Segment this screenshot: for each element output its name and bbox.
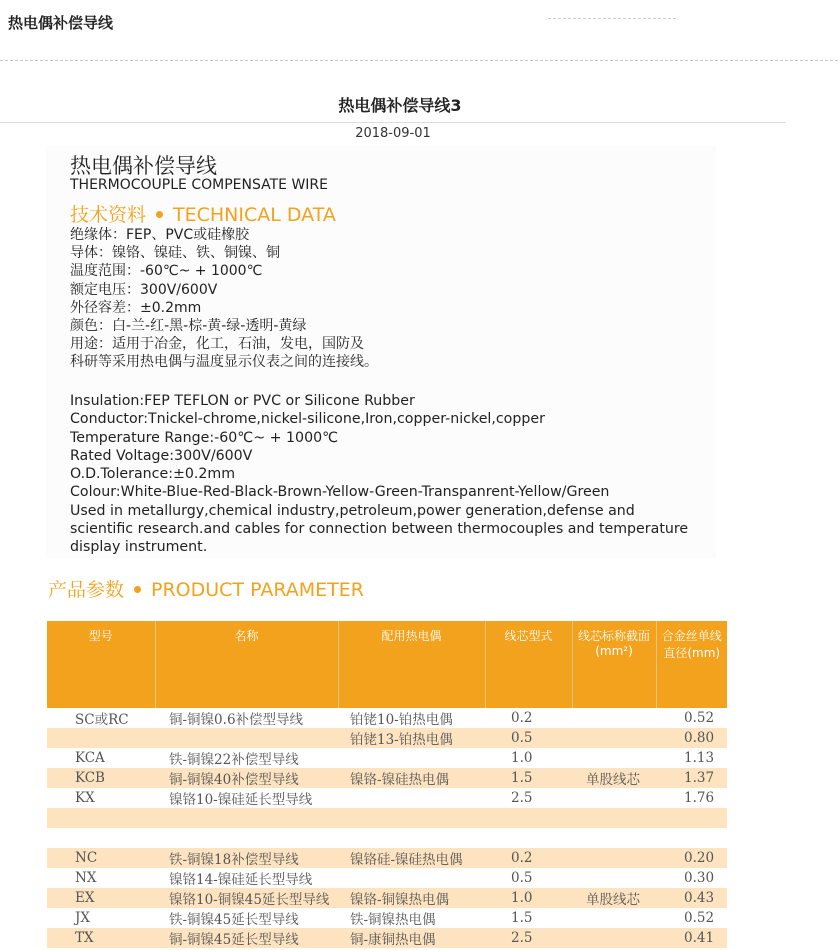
table-row (47, 808, 727, 828)
table-row (47, 728, 727, 748)
table-cell: 铜-铜镍40补偿型导线 (155, 768, 338, 788)
table-cell (572, 728, 656, 748)
table-cell: JX (47, 908, 155, 928)
spec-line-cn: 用途：适用于冶金，化工，石油，发电，国防及 (70, 336, 364, 353)
table-cell: 0.2 (485, 848, 572, 868)
spec-list-en (70, 392, 688, 557)
column-header-name: 名称 (155, 621, 338, 708)
spec-line-cn: 温度范围：-60℃~ + 1000℃ (70, 263, 263, 280)
table-cell (155, 828, 338, 848)
technical-data-heading-en: TECHNICAL DATA (173, 204, 336, 226)
table-cell: 铂铑10-铂热电偶 (338, 708, 485, 728)
table-cell: 镍铬10-镍硅延长型导线 (155, 788, 338, 808)
table-cell: 0.41 (656, 928, 727, 948)
table-cell (572, 708, 656, 728)
table-cell (572, 868, 656, 888)
table-cell: 1.0 (485, 888, 572, 908)
column-header-model: 型号 (47, 621, 155, 708)
table-cell (656, 828, 727, 848)
table-cell: KCB (47, 768, 155, 788)
site-title[interactable]: 热电偶补偿导线 (8, 14, 114, 32)
table-row (47, 868, 727, 888)
table-cell (47, 728, 155, 748)
table-cell: 铜-铜镍45延长型导线 (155, 928, 338, 948)
table-cell: NX (47, 868, 155, 888)
table-cell: SC或RC (47, 708, 155, 728)
technical-data-heading-cn: 技术资料 (70, 204, 147, 226)
dashed-divider (0, 60, 838, 61)
spec-line-en: Used in metallurgy,chemical industry,petroleum,power generation,defense and (70, 502, 635, 519)
table-row (47, 708, 727, 728)
table-row (47, 788, 727, 808)
table-row (47, 828, 727, 848)
table-cell: 镍铬-铜镍热电偶 (338, 888, 485, 908)
table-cell (572, 928, 656, 948)
table-cell (338, 748, 485, 768)
table-cell: 铂铑13-铂热电偶 (338, 728, 485, 748)
table-row (47, 888, 727, 908)
table-row (47, 848, 727, 868)
spec-line-en: scientific research.and cables for connection between thermocouples and temperature (70, 521, 689, 538)
table-cell: 铁-铜镍18补偿型导线 (155, 848, 338, 868)
table-cell: KX (47, 788, 155, 808)
table-cell (47, 828, 155, 848)
column-header-wire-diameter: 合金丝单线直径(mm) (656, 621, 727, 708)
spec-line-en: O.D.Tolerance:±0.2mm (70, 466, 236, 483)
table-cell: 0.5 (485, 728, 572, 748)
table-cell: 0.30 (656, 868, 727, 888)
table-cell: 2.5 (485, 788, 572, 808)
product-parameter-heading-cn: 产品参数 (48, 579, 125, 601)
table-cell: 0.52 (656, 708, 727, 728)
table-cell (656, 808, 727, 828)
table-cell: 0.52 (656, 908, 727, 928)
spec-list-cn (70, 226, 378, 372)
table-cell (572, 908, 656, 928)
table-cell: 单股线芯 (572, 768, 656, 788)
table-cell (338, 788, 485, 808)
technical-data-heading (70, 200, 336, 227)
table-cell (572, 848, 656, 868)
table-cell: 铁-铜镍22补偿型导线 (155, 748, 338, 768)
table-cell: 镍铬-镍硅热电偶 (338, 768, 485, 788)
table-cell: 1.5 (485, 908, 572, 928)
spec-line-cn: 额定电压：300V/600V (70, 281, 218, 298)
table-cell: 铁-铜镍热电偶 (338, 908, 485, 928)
product-heading-en: THERMOCOUPLE COMPENSATE WIRE (70, 177, 328, 193)
table-cell: 0.80 (656, 728, 727, 748)
spec-line-en: display instrument. (70, 539, 208, 556)
product-heading-cn: 热电偶补偿导线 (70, 154, 217, 178)
table-cell: 镍铬硅-镍硅热电偶 (338, 848, 485, 868)
table-cell (338, 868, 485, 888)
table-cell (572, 748, 656, 768)
spec-line-cn: 外径容差：±0.2mm (70, 299, 202, 316)
spec-line-cn: 导体：镍铬、镍硅、铁、铜镍、铜 (70, 245, 280, 262)
product-parameter-heading-en: PRODUCT PARAMETER (151, 579, 364, 601)
table-cell: EX (47, 888, 155, 908)
table-cell: 0.5 (485, 868, 572, 888)
spec-line-en: Conductor:Tnickel-chrome,nickel-silicone,Iron,copper-nickel,copper (70, 411, 545, 428)
top-bar (0, 0, 838, 40)
table-cell (572, 828, 656, 848)
article-title: 热电偶补偿导线3 (338, 96, 462, 115)
table-cell: 1.13 (656, 748, 727, 768)
table-cell: 1.37 (656, 768, 727, 788)
spec-line-en: Temperature Range:-60℃~ + 1000℃ (70, 429, 339, 446)
table-cell: 铜-铜镍0.6补偿型导线 (155, 708, 338, 728)
table-cell (47, 808, 155, 828)
product-parameter-heading (48, 575, 364, 602)
table-cell: KCA (47, 748, 155, 768)
table-row (47, 768, 727, 788)
table-cell: 镍铬14-镍硅延长型导线 (155, 868, 338, 888)
spec-line-en: Insulation:FEP TEFLON or PVC or Silicone Rubber (70, 393, 415, 409)
spec-line-cn: 绝缘体：FEP、PVC或硅橡胶 (70, 227, 250, 243)
bullet-dot-icon (134, 586, 141, 593)
decorative-dashes (548, 18, 676, 19)
bullet-dot-icon (156, 211, 163, 218)
table-row (47, 928, 727, 948)
table-cell: 镍铬10-铜镍45延长型导线 (155, 888, 338, 908)
table-header-row (47, 621, 727, 708)
table-cell: 2.5 (485, 928, 572, 948)
table-cell: 0.20 (656, 848, 727, 868)
table-cell (572, 808, 656, 828)
table-cell (485, 808, 572, 828)
table-cell (485, 828, 572, 848)
parameter-table (47, 621, 727, 950)
table-cell: 1.0 (485, 748, 572, 768)
table-cell: 铁-铜镍45延长型导线 (155, 908, 338, 928)
title-divider (0, 122, 786, 123)
table-cell: 0.43 (656, 888, 727, 908)
table-row (47, 908, 727, 928)
table-cell: TX (47, 928, 155, 948)
table-cell: 铜-康铜热电偶 (338, 928, 485, 948)
spec-line-en: Colour:White-Blue-Red-Black-Brown-Yellow-Green-Transpanrent-Yellow/Green (70, 484, 610, 501)
column-header-thermocouple: 配用热电偶 (338, 621, 485, 708)
table-cell: 0.2 (485, 708, 572, 728)
table-cell: 1.5 (485, 768, 572, 788)
table-cell: NC (47, 848, 155, 868)
table-cell (155, 808, 338, 828)
table-cell (572, 788, 656, 808)
spec-line-cn: 颜色：白-兰-红-黑-棕-黄-绿-透明-黄绿 (70, 318, 307, 335)
article-date: 2018-09-01 (355, 126, 431, 141)
table-cell: 1.76 (656, 788, 727, 808)
column-header-cross-section: 线芯标称截面(mm²) (572, 621, 656, 708)
table-cell (338, 828, 485, 848)
spec-line-cn: 科研等采用热电偶与温度显示仪表之间的连接线。 (70, 354, 378, 371)
table-cell (155, 728, 338, 748)
table-cell (338, 808, 485, 828)
table-row (47, 748, 727, 768)
column-header-core-type: 线芯型式 (485, 621, 572, 708)
table-cell: 单股线芯 (572, 888, 656, 908)
spec-line-en: Rated Voltage:300V/600V (70, 447, 253, 464)
